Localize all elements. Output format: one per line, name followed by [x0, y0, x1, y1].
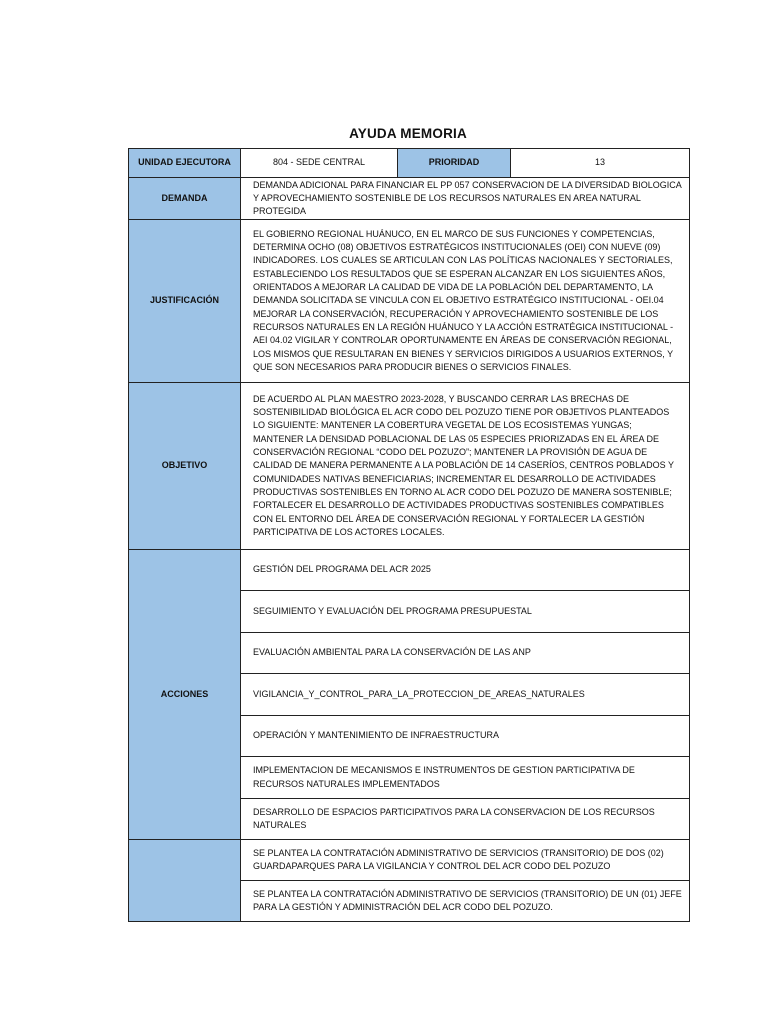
justificacion-row — [129, 220, 690, 383]
accion-item: DESARROLLO DE ESPACIOS PARTICIPATIVOS PARA LA CONSERVACION DE LOS RECURSOS NATURALES — [241, 799, 690, 840]
accion-item: OPERACIÓN Y MANTENIMIENTO DE INFRAESTRUCTURA — [241, 716, 690, 757]
unidad-ejecutora-label: UNIDAD EJECUTORA — [129, 149, 241, 178]
accion-item: IMPLEMENTACION DE MECANISMOS E INSTRUMENTOS DE GESTION PARTICIPATIVA DE RECURSOS NATURALES IMPLEMENTADOS — [241, 757, 690, 799]
accion-item: SEGUIMIENTO Y EVALUACIÓN DEL PROGRAMA PRESUPUESTAL — [241, 591, 690, 633]
prioridad-label: PRIORIDAD — [398, 149, 511, 178]
acciones-label: ACCIONES — [129, 550, 241, 840]
demanda-label: DEMANDA — [129, 178, 241, 220]
prioridad-value: 13 — [511, 149, 690, 178]
unidad-ejecutora-value: 804 - SEDE CENTRAL — [241, 149, 398, 178]
memo-table — [128, 148, 690, 922]
extra-item: SE PLANTEA LA CONTRATACIÓN ADMINISTRATIVO DE SERVICIOS (TRANSITORIO) DE DOS (02) GUARDAPARQUES PARA LA VIGILANCIA Y CONTROL DEL ACR CODO DEL POZUZO — [241, 840, 690, 881]
justificacion-label: JUSTIFICACIÓN — [129, 220, 241, 383]
extra-row — [129, 840, 690, 881]
acciones-row — [129, 550, 690, 591]
demanda-text: DEMANDA ADICIONAL PARA FINANCIAR EL PP 057 CONSERVACION DE LA DIVERSIDAD BIOLOGICA Y APROVECHAMIENTO SOSTENIBLE DE LOS RECURSOS NATURALES EN AREA NATURAL PROTEGIDA — [241, 178, 690, 220]
extra-item: SE PLANTEA LA CONTRATACIÓN ADMINISTRATIVO DE SERVICIOS (TRANSITORIO) DE UN (01) JEFE PARA LA GESTIÓN Y ADMINISTRACIÓN DEL ACR CODO DEL POZUZO. — [241, 881, 690, 922]
demanda-row — [129, 178, 690, 220]
accion-item: VIGILANCIA_Y_CONTROL_PARA_LA_PROTECCION_DE_AREAS_NATURALES — [241, 674, 690, 716]
header-row — [129, 149, 690, 178]
accion-item: GESTIÓN DEL PROGRAMA DEL ACR 2025 — [241, 550, 690, 591]
document-title: AYUDA MEMORIA — [349, 126, 467, 141]
accion-item: EVALUACIÓN AMBIENTAL PARA LA CONSERVACIÓN DE LAS ANP — [241, 633, 690, 674]
extra-label-cell — [129, 840, 241, 922]
objetivo-text: DE ACUERDO AL PLAN MAESTRO 2023-2028, Y BUSCANDO CERRAR LAS BRECHAS DE SOSTENIBILIDAD BIOLÓGICA EL ACR CODO DEL POZUZO TIENE POR OBJETIVOS PLANTEADOS LO SIGUIENTE: MANTENER LA COBERTURA VEGETAL DE LOS ECOSISTEMAS YUNGAS; MANTENER LA DENSIDAD POBLACIONAL DE LAS 05 ESPECIES PRIORIZADAS EN EL ÁREA DE CONSERVACIÓN REGIONAL “CODO DEL POZUZO”; MANTENER LA PROVISIÓN DE AGUA DE CALIDAD DE MANERA PERMANENTE A LA POBLACIÓN DE 14 CASERÍOS, CENTROS POBLADOS Y COMUNIDADES NATIVAS BENEFICIARIAS; INCREMENTAR EL DESARROLLO DE ACTIVIDADES PRODUCTIVAS SOSTENIBLES EN TORNO AL ACR CODO DEL POZUZO DE MANERA SOSTENIBLE; FORTALECER EL DESARROLLO DE ACTIVIDADES PRODUCTIVAS SOSTENIBLES COMPATIBLES CON EL ENTORNO DEL ÁREA DE CONSERVACIÓN REGIONAL Y FORTALECER LA GESTIÓN PARTICIPATIVA DE LOS ACTORES LOCALES. — [241, 383, 690, 550]
justificacion-text: EL GOBIERNO REGIONAL HUÁNUCO, EN EL MARCO DE SUS FUNCIONES Y COMPETENCIAS, DETERMINA OCHO (08) OBJETIVOS ESTRATÉGICOS INSTITUCIONALES (OEI) CON NUEVE (09) INDICADORES. LOS CUALES SE ARTICULAN CON LAS POLÍTICAS NACIONALES Y SECTORIALES, ESTABLECIENDO LOS RESULTADOS QUE SE ESPERAN ALCANZAR EN LOS SIGUIENTES AÑOS, ORIENTADOS A MEJORAR LA CALIDAD DE VIDA DE LA POBLACIÓN DEL DEPARTAMENTO, LA DEMANDA SOLICITADA SE VINCULA CON EL OBJETIVO ESTRATÉGICO INSTITUCIONAL - OEI.04 MEJORAR LA CONSERVACIÓN, RECUPERACIÓN Y APROVECHAMIENTO SOSTENIBLE DE LOS RECURSOS NATURALES EN LA REGIÓN HUÁNUCO Y LA ACCIÓN ESTRATÉGICA INSTITUCIONAL - AEI 04.02 VIGILAR Y CONTROLAR OPORTUNAMENTE EN ÁREAS DE CONSERVACIÓN REGIONAL, LOS MISMOS QUE RESULTARAN EN BIENES Y SERVICIOS DIRIGIDOS A USUARIOS EXTERNOS, Y QUE SON NECESARIOS PARA PRODUCIR BIENES O SERVICIOS FINALES. — [241, 220, 690, 383]
objetivo-row — [129, 383, 690, 550]
objetivo-label: OBJETIVO — [129, 383, 241, 550]
